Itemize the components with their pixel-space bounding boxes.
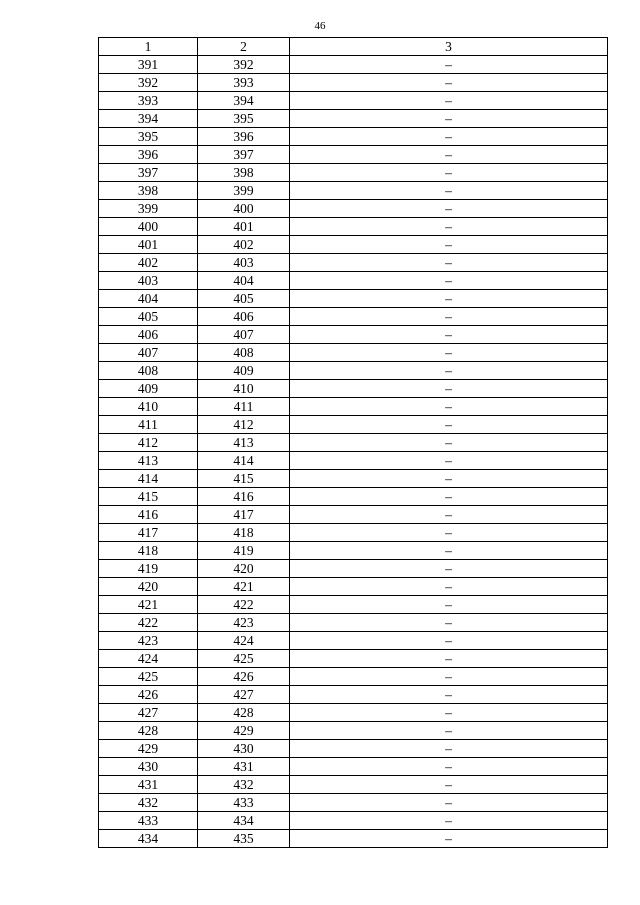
table-cell-col-3: – <box>290 92 608 110</box>
table-cell-col-2: 420 <box>198 560 290 578</box>
table-cell-col-2: 433 <box>198 794 290 812</box>
table-row <box>99 596 608 614</box>
table-row <box>99 506 608 524</box>
table-cell-col-3: – <box>290 110 608 128</box>
table-cell-col-3: – <box>290 830 608 848</box>
table-cell-col-3: – <box>290 704 608 722</box>
table-cell-col-3: – <box>290 578 608 596</box>
table-cell-col-1: 433 <box>99 812 198 830</box>
table-row <box>99 542 608 560</box>
table-cell-col-1: 426 <box>99 686 198 704</box>
table-cell-col-1: 430 <box>99 758 198 776</box>
table-cell-col-2: 421 <box>198 578 290 596</box>
table-cell-col-3: – <box>290 362 608 380</box>
table-row <box>99 56 608 74</box>
table-cell-col-2: 402 <box>198 236 290 254</box>
table-cell-col-2: 428 <box>198 704 290 722</box>
table-row <box>99 146 608 164</box>
table-cell-col-2: 404 <box>198 272 290 290</box>
table-cell-col-3: – <box>290 254 608 272</box>
page-number: 46 <box>314 20 326 32</box>
table-cell-col-3: – <box>290 146 608 164</box>
table-cell-col-2: 418 <box>198 524 290 542</box>
table-cell-col-2: 409 <box>198 362 290 380</box>
table-cell-col-1: 393 <box>99 92 198 110</box>
table-cell-col-3: – <box>290 488 608 506</box>
table-cell-col-3: – <box>290 218 608 236</box>
table-cell-col-2: 422 <box>198 596 290 614</box>
table-cell-col-2: 392 <box>198 56 290 74</box>
table-row <box>99 650 608 668</box>
table-cell-col-2: 431 <box>198 758 290 776</box>
table-row <box>99 110 608 128</box>
table-cell-col-1: 405 <box>99 308 198 326</box>
table-row <box>99 632 608 650</box>
table-row <box>99 560 608 578</box>
table-row <box>99 740 608 758</box>
table-cell-col-3: – <box>290 542 608 560</box>
table-cell-col-2: 419 <box>198 542 290 560</box>
table-cell-col-3: – <box>290 416 608 434</box>
table-cell-col-3: – <box>290 326 608 344</box>
table-cell-col-3: – <box>290 740 608 758</box>
table-cell-col-3: – <box>290 56 608 74</box>
table-cell-col-1: 432 <box>99 794 198 812</box>
table-cell-col-2: 414 <box>198 452 290 470</box>
table-row <box>99 290 608 308</box>
table-cell-col-1: 394 <box>99 110 198 128</box>
table-row <box>99 668 608 686</box>
table-row <box>99 182 608 200</box>
table-cell-col-1: 395 <box>99 128 198 146</box>
table-cell-col-3: – <box>290 290 608 308</box>
table-cell-col-2: 425 <box>198 650 290 668</box>
table-cell-col-3: – <box>290 380 608 398</box>
table-cell-col-1: 427 <box>99 704 198 722</box>
table-cell-col-2: 423 <box>198 614 290 632</box>
table-cell-col-2: 405 <box>198 290 290 308</box>
table-cell-col-2: 427 <box>198 686 290 704</box>
table-cell-col-2: 410 <box>198 380 290 398</box>
table-cell-col-2: 395 <box>198 110 290 128</box>
table-row <box>99 398 608 416</box>
table-cell-col-2: 435 <box>198 830 290 848</box>
column-header-2: 2 <box>198 38 290 56</box>
table-row <box>99 92 608 110</box>
table-cell-col-3: – <box>290 182 608 200</box>
table-row <box>99 614 608 632</box>
table-cell-col-1: 401 <box>99 236 198 254</box>
table-row <box>99 128 608 146</box>
table-cell-col-2: 429 <box>198 722 290 740</box>
table-row <box>99 164 608 182</box>
table-row <box>99 344 608 362</box>
table-cell-col-3: – <box>290 434 608 452</box>
table-cell-col-1: 431 <box>99 776 198 794</box>
table-cell-col-2: 399 <box>198 182 290 200</box>
table-cell-col-1: 422 <box>99 614 198 632</box>
table-row <box>99 794 608 812</box>
table-cell-col-1: 421 <box>99 596 198 614</box>
column-header-1: 1 <box>99 38 198 56</box>
table-cell-col-1: 404 <box>99 290 198 308</box>
table-cell-col-3: – <box>290 524 608 542</box>
table-row <box>99 326 608 344</box>
table-cell-col-2: 432 <box>198 776 290 794</box>
table-cell-col-1: 414 <box>99 470 198 488</box>
table-cell-col-3: – <box>290 128 608 146</box>
table-cell-col-3: – <box>290 650 608 668</box>
table-cell-col-3: – <box>290 668 608 686</box>
table-cell-col-1: 396 <box>99 146 198 164</box>
table-row <box>99 434 608 452</box>
column-header-3: 3 <box>290 38 608 56</box>
table-cell-col-3: – <box>290 794 608 812</box>
table-cell-col-2: 424 <box>198 632 290 650</box>
table-cell-col-1: 410 <box>99 398 198 416</box>
table-cell-col-2: 407 <box>198 326 290 344</box>
table-cell-col-3: – <box>290 506 608 524</box>
table-cell-col-2: 412 <box>198 416 290 434</box>
table-row <box>99 308 608 326</box>
table-cell-col-2: 406 <box>198 308 290 326</box>
table-cell-col-1: 413 <box>99 452 198 470</box>
table-cell-col-3: – <box>290 236 608 254</box>
table-cell-col-1: 403 <box>99 272 198 290</box>
table-header-row <box>99 38 608 56</box>
table-cell-col-1: 407 <box>99 344 198 362</box>
table-cell-col-1: 409 <box>99 380 198 398</box>
table-cell-col-2: 426 <box>198 668 290 686</box>
table-cell-col-1: 400 <box>99 218 198 236</box>
table-cell-col-3: – <box>290 164 608 182</box>
table-cell-col-2: 403 <box>198 254 290 272</box>
table-row <box>99 254 608 272</box>
table-cell-col-1: 399 <box>99 200 198 218</box>
table-cell-col-1: 408 <box>99 362 198 380</box>
table-cell-col-3: – <box>290 686 608 704</box>
table-cell-col-1: 425 <box>99 668 198 686</box>
table-cell-col-2: 408 <box>198 344 290 362</box>
table-row <box>99 704 608 722</box>
table-row <box>99 470 608 488</box>
table-row <box>99 74 608 92</box>
table-cell-col-1: 391 <box>99 56 198 74</box>
table-row <box>99 218 608 236</box>
table-cell-col-1: 419 <box>99 560 198 578</box>
table-cell-col-1: 411 <box>99 416 198 434</box>
table-cell-col-3: – <box>290 308 608 326</box>
table-cell-col-1: 412 <box>99 434 198 452</box>
table-cell-col-1: 428 <box>99 722 198 740</box>
table-cell-col-1: 416 <box>99 506 198 524</box>
table-cell-col-3: – <box>290 344 608 362</box>
table-row <box>99 488 608 506</box>
table-cell-col-2: 398 <box>198 164 290 182</box>
table-cell-col-2: 393 <box>198 74 290 92</box>
table-row <box>99 686 608 704</box>
table-cell-col-2: 417 <box>198 506 290 524</box>
table-cell-col-3: – <box>290 200 608 218</box>
table-cell-col-3: – <box>290 560 608 578</box>
table-row <box>99 236 608 254</box>
table-cell-col-2: 413 <box>198 434 290 452</box>
table-row <box>99 722 608 740</box>
table-cell-col-3: – <box>290 398 608 416</box>
table-cell-col-1: 402 <box>99 254 198 272</box>
table-cell-col-2: 430 <box>198 740 290 758</box>
data-table <box>98 37 608 848</box>
table-cell-col-1: 434 <box>99 830 198 848</box>
table-cell-col-1: 406 <box>99 326 198 344</box>
table-cell-col-1: 424 <box>99 650 198 668</box>
table-row <box>99 524 608 542</box>
table-cell-col-3: – <box>290 632 608 650</box>
table-cell-col-2: 416 <box>198 488 290 506</box>
table-cell-col-1: 392 <box>99 74 198 92</box>
table-cell-col-1: 417 <box>99 524 198 542</box>
table-cell-col-3: – <box>290 614 608 632</box>
table-cell-col-1: 429 <box>99 740 198 758</box>
table-row <box>99 362 608 380</box>
table-cell-col-1: 423 <box>99 632 198 650</box>
table-cell-col-2: 415 <box>198 470 290 488</box>
table-row <box>99 578 608 596</box>
table-cell-col-2: 411 <box>198 398 290 416</box>
table-cell-col-2: 397 <box>198 146 290 164</box>
table-cell-col-2: 400 <box>198 200 290 218</box>
table-row <box>99 830 608 848</box>
table-body <box>99 56 608 848</box>
table-cell-col-3: – <box>290 470 608 488</box>
table-cell-col-1: 420 <box>99 578 198 596</box>
table-row <box>99 776 608 794</box>
table-cell-col-2: 401 <box>198 218 290 236</box>
table-cell-col-3: – <box>290 758 608 776</box>
table-row <box>99 200 608 218</box>
table-cell-col-3: – <box>290 596 608 614</box>
table-cell-col-1: 398 <box>99 182 198 200</box>
table-row <box>99 380 608 398</box>
table-cell-col-2: 434 <box>198 812 290 830</box>
table-cell-col-3: – <box>290 776 608 794</box>
table-cell-col-2: 394 <box>198 92 290 110</box>
table-row <box>99 812 608 830</box>
table-row <box>99 758 608 776</box>
table-cell-col-3: – <box>290 272 608 290</box>
table-cell-col-3: – <box>290 722 608 740</box>
table-cell-col-2: 396 <box>198 128 290 146</box>
table-row <box>99 272 608 290</box>
table-cell-col-1: 415 <box>99 488 198 506</box>
table-row <box>99 416 608 434</box>
table-cell-col-1: 418 <box>99 542 198 560</box>
table-row <box>99 452 608 470</box>
table-cell-col-3: – <box>290 812 608 830</box>
table-cell-col-3: – <box>290 74 608 92</box>
table-cell-col-1: 397 <box>99 164 198 182</box>
table-cell-col-3: – <box>290 452 608 470</box>
